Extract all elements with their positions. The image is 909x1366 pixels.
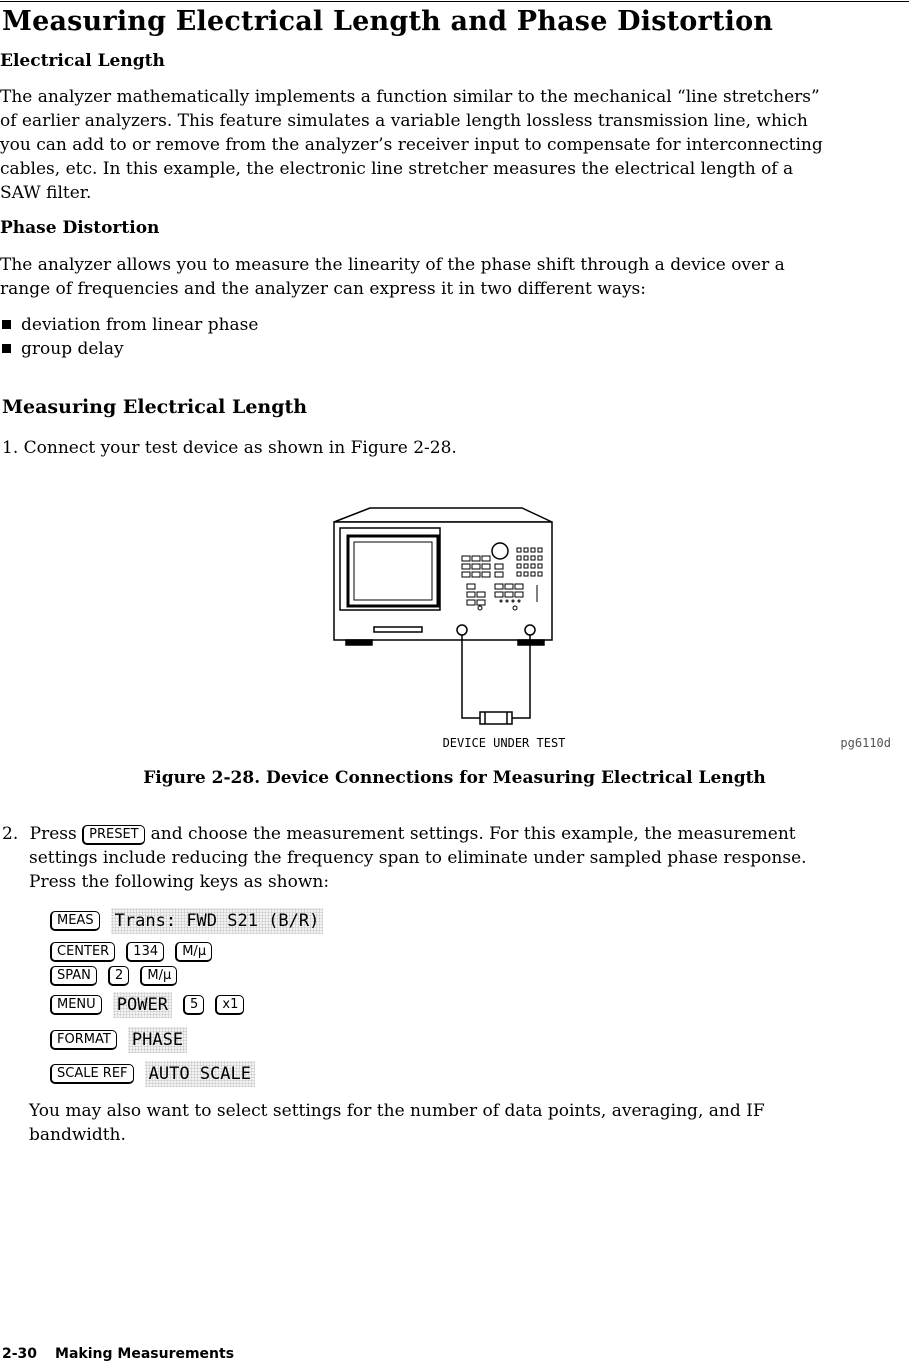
entry-134-key: 134 [126,942,164,962]
bullet-text: deviation from linear phase [21,315,259,335]
format-key: FORMAT [50,1030,117,1050]
figure-caption: Figure 2-28. Device Connections for Measuring Electrical Length [143,768,766,788]
page-title: Measuring Electrical Length and Phase Distortion [2,6,774,37]
scale-ref-key: SCALE REF [50,1064,134,1084]
bullet-square-icon [2,344,11,353]
paragraph-line: You may also want to select settings for the number of data points, averaging, and IF [29,1101,765,1121]
auto-scale-softkey: AUTO SCALE [145,1061,255,1087]
x1-key: x1 [215,995,244,1015]
step-2-line-3: Press the following keys as shown: [29,872,330,892]
phase-distortion-paragraph [0,253,785,301]
section-heading: Measuring Electrical Length [2,396,308,418]
paragraph-line: bandwidth. [29,1125,126,1145]
top-rule [0,1,909,2]
power-softkey: POWER [113,992,172,1018]
paragraph-line: SAW filter. [0,183,92,203]
key-row-menu [50,992,250,1018]
center-key: CENTER [50,942,115,962]
bullet-text: group delay [21,339,124,359]
step-2-rest: and choose the measurement settings. For this example, the measurement [150,824,796,844]
page-footer [2,1346,252,1362]
mega-micro-key: M/μ [140,966,177,986]
step-2-line-2: settings include reducing the frequency span to eliminate under sampled phase response. [29,848,807,868]
device-under-test-label: DEVICE UNDER TEST [442,736,566,750]
mega-micro-key: M/μ [175,942,212,962]
step-2-number: 2. [2,824,19,844]
key-row-scale-ref [50,1061,261,1087]
step-2-press: Press [29,824,77,844]
span-key: SPAN [50,966,97,986]
key-row-span [50,965,183,986]
entry-5-key: 5 [183,995,204,1015]
menu-key: MENU [50,995,102,1015]
page-number: 2-30 [2,1346,38,1362]
meas-key: MEAS [50,911,100,931]
preset-key: PRESET [82,825,145,845]
paragraph-line: range of frequencies and the analyzer can express it in two different ways: [0,279,647,299]
key-row-meas [50,908,329,934]
footer-section-title: Making Measurements [55,1346,235,1362]
trans-fwd-s21-softkey: Trans: FWD S21 (B/R) [111,908,324,934]
paragraph-line: The analyzer mathematically implements a function similar to the mechanical “line stretchers” [0,87,820,107]
electrical-length-heading: Electrical Length [0,51,165,71]
electrical-length-paragraph [0,85,823,205]
paragraph-line: cables, etc. In this example, the electronic line stretcher measures the electrical length of a [0,159,794,179]
paragraph-line: of earlier analyzers. This feature simulates a variable length lossless transmission line, which [0,111,808,131]
phase-distortion-heading: Phase Distortion [0,218,160,238]
phase-softkey: PHASE [128,1027,187,1053]
note-paragraph [29,1099,765,1147]
test-cable-icon [462,635,530,724]
bullet-item [2,313,258,337]
key-row-center [50,941,218,962]
network-analyzer-icon [334,508,552,645]
bullet-item [2,337,124,361]
step-1: 1. Connect your test device as shown in Figure 2-28. [2,438,457,458]
paragraph-line: you can add to or remove from the analyzer’s receiver input to compensate for interconnecting [0,135,823,155]
key-row-format [50,1027,193,1053]
figure-id-label: pg6110d [840,736,891,750]
device-connection-figure [0,490,909,765]
step-2 [2,822,796,846]
bullet-square-icon [2,320,11,329]
paragraph-line: The analyzer allows you to measure the linearity of the phase shift through a device over a [0,255,785,275]
entry-2-key: 2 [108,966,129,986]
